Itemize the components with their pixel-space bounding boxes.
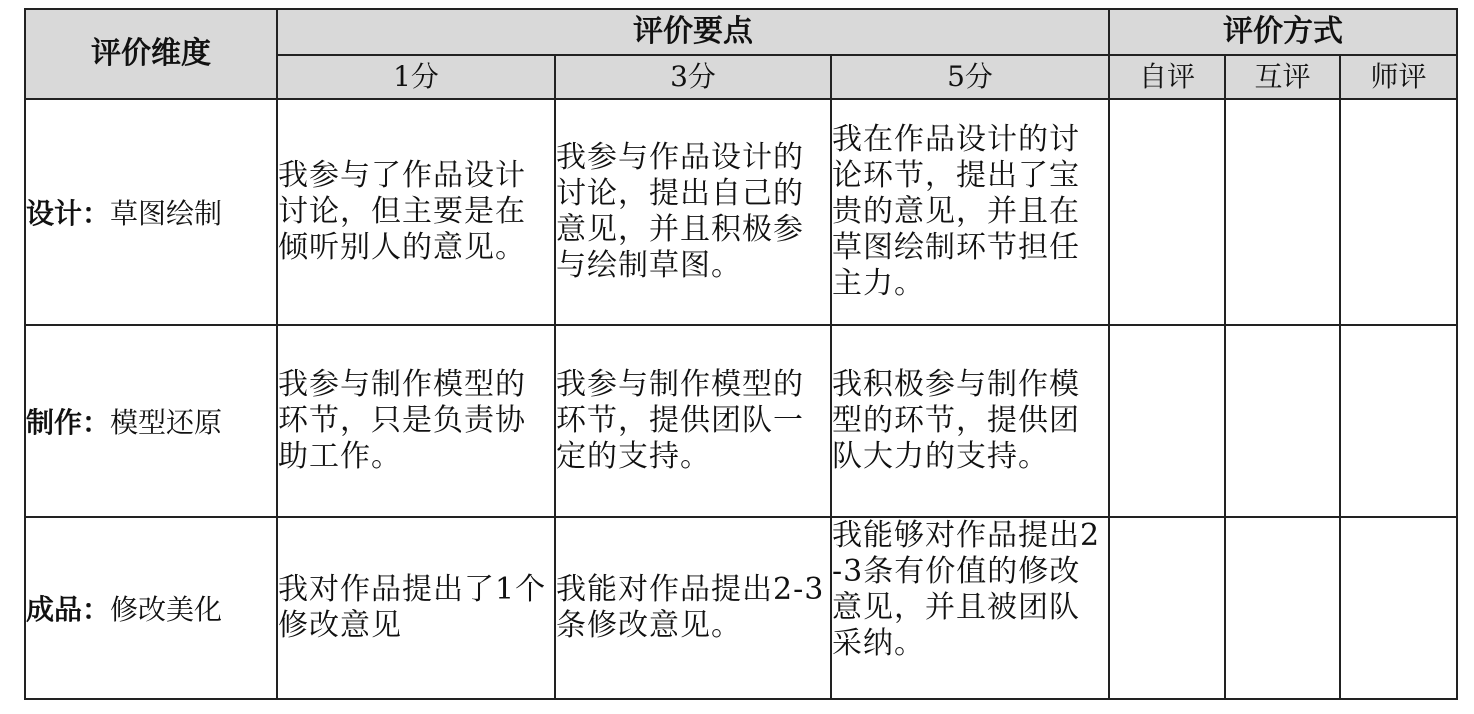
dimension-name: 模型还原 bbox=[110, 406, 223, 439]
table-row bbox=[25, 517, 1457, 699]
header-key-points: 评价要点 bbox=[277, 9, 1109, 55]
dimension-name: 草图绘制 bbox=[110, 197, 223, 230]
table-row bbox=[25, 99, 1457, 325]
peer-eval-cell[interactable] bbox=[1225, 99, 1340, 325]
header-peer: 互评 bbox=[1225, 55, 1340, 99]
score-3-desc: 我能对作品提出2-3条修改意见。 bbox=[555, 517, 831, 699]
self-eval-cell[interactable] bbox=[1109, 99, 1225, 325]
header-score-5: 5分 bbox=[831, 55, 1109, 99]
score-5-desc: 我积极参与制作模型的环节，提供团队大力的支持。 bbox=[831, 325, 1109, 517]
score-1-desc: 我对作品提出了1个修改意见 bbox=[277, 517, 555, 699]
score-3-desc: 我参与制作模型的环节，提供团队一定的支持。 bbox=[555, 325, 831, 517]
dimension-name: 修改美化 bbox=[110, 593, 223, 626]
dimension-cell bbox=[25, 517, 277, 699]
table-row bbox=[25, 325, 1457, 517]
dimension-cell bbox=[25, 325, 277, 517]
score-5-desc: 我在作品设计的讨论环节，提出了宝贵的意见，并且在草图绘制环节担任主力。 bbox=[831, 99, 1109, 325]
dimension-lead: 制作： bbox=[26, 406, 111, 439]
peer-eval-cell[interactable] bbox=[1225, 325, 1340, 517]
header-score-3: 3分 bbox=[555, 55, 831, 99]
dimension-lead: 设计： bbox=[26, 197, 111, 230]
teacher-eval-cell[interactable] bbox=[1340, 517, 1457, 699]
header-teacher: 师评 bbox=[1340, 55, 1457, 99]
header-self: 自评 bbox=[1109, 55, 1225, 99]
score-1-desc: 我参与了作品设计讨论，但主要是在倾听别人的意见。 bbox=[277, 99, 555, 325]
header-score-1: 1分 bbox=[277, 55, 555, 99]
teacher-eval-cell[interactable] bbox=[1340, 99, 1457, 325]
header-dimension: 评价维度 bbox=[25, 9, 277, 99]
peer-eval-cell[interactable] bbox=[1225, 517, 1340, 699]
self-eval-cell[interactable] bbox=[1109, 517, 1225, 699]
teacher-eval-cell[interactable] bbox=[1340, 325, 1457, 517]
self-eval-cell[interactable] bbox=[1109, 325, 1225, 517]
score-5-desc: 我能够对作品提出2-3条有价值的修改意见，并且被团队采纳。 bbox=[831, 517, 1109, 699]
score-3-desc: 我参与作品设计的讨论，提出自己的意见，并且积极参与绘制草图。 bbox=[555, 99, 831, 325]
dimension-lead: 成品： bbox=[26, 593, 111, 626]
dimension-cell bbox=[25, 99, 277, 325]
evaluation-table bbox=[24, 8, 1458, 700]
header-method: 评价方式 bbox=[1109, 9, 1457, 55]
score-1-desc: 我参与制作模型的环节，只是负责协助工作。 bbox=[277, 325, 555, 517]
